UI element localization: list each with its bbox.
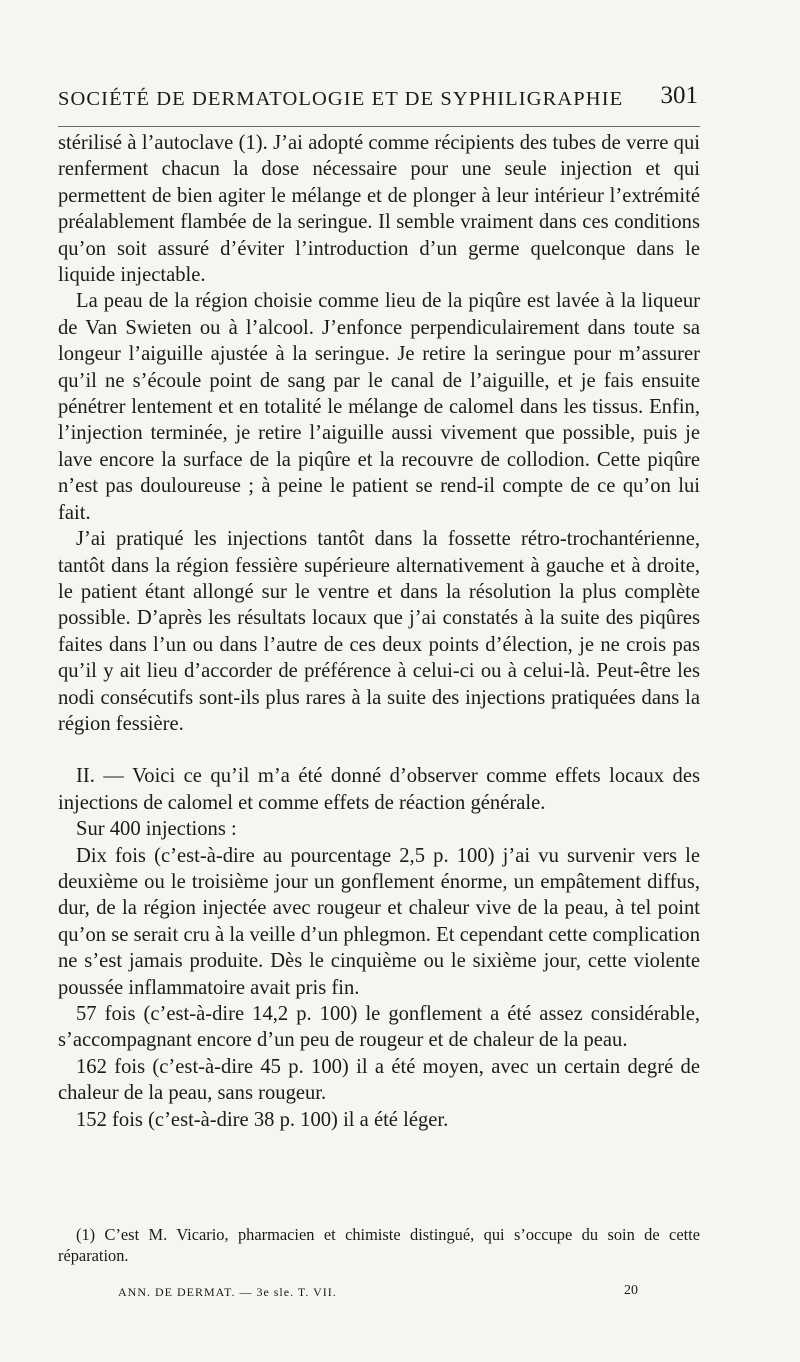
paragraph: 152 fois (c’est-à-dire 38 p. 100) il a été léger.	[76, 1108, 449, 1131]
signature-number: 20	[624, 1283, 638, 1298]
paragraph-continued: stérilisé à l’autoclave (1). J’ai adopté comme récipients des tubes de verre qui renferment chacun la dose nécessaire pour une seule injection et qui permettent de bien agiter le mélange et de plonger à leur intérieur l’extrémité préalablement flambée de la seringue. Il semble vraiment dans ces conditions qu’on soit assuré d’éviter l’introduction d’un germe quelconque dans le liquide injectable.	[58, 132, 700, 287]
paragraph: Dix fois (c’est-à-dire au pourcentage 2,5 p. 100) j’ai vu survenir vers le deuxième ou le troisième jour un gonflement énorme, un empâtement diffus, dur, de la région injectée avec rougeur et chaleur vive de la peau, à tel point qu’on se serait cru à la veille d’un phlegmon. Et cependant cette complication ne s’est jamais produite. Dès le cinquième ou le sixième jour, cette violente poussée inflammatoire avait pris fin.	[58, 844, 700, 999]
paragraph: 57 fois (c’est-à-dire 14,2 p. 100) le gonflement a été assez considérable, s’accompagnant encore d’un peu de rougeur et de chaleur de la peau.	[58, 1003, 700, 1052]
signature-mark: ANN. DE DERMAT. — 3e sle. T. VII.	[118, 1285, 337, 1299]
paragraph: 162 fois (c’est-à-dire 45 p. 100) il a été moyen, avec un certain degré de chaleur de la peau, sans rougeur.	[58, 1055, 700, 1105]
section-ii-paragraph: II. — Voici ce qu’il m’a été donné d’observer comme effets locaux des injections de calomel et comme effets de réaction générale.	[58, 765, 700, 814]
footnote	[58, 1224, 700, 1266]
body-text	[58, 130, 700, 1133]
printer-signature	[58, 1282, 700, 1304]
running-header	[0, 80, 800, 116]
paragraph: J’ai pratiqué les injections tantôt dans la fossette rétro-trochantérienne, tantôt dans la région fessière supérieure alternativement à gauche et à droite, le patient étant allongé sur le ventre et dans la résolution la plus complète possible. D’après les résultats locaux que j’ai constatés à la suite des piqûres faites dans l’un ou dans l’autre de ces deux points d’élection, je ne crois pas qu’il y ait lieu d’accorder de préférence à celui-ci ou à celui-là. Peut-être les nodi consécutifs sont-ils plus rares à la suite des injections pratiquées dans la région fessière.	[58, 528, 700, 735]
paragraph: Sur 400 injections :	[76, 818, 237, 841]
paragraph: La peau de la région choisie comme lieu de la piqûre est lavée à la liqueur de Van Swieten ou à l’alcool. J’enfonce perpendiculairement dans toute sa longeur l’aiguille ajustée à la seringue. Je retire la seringue pour m’assurer qu’il ne s’écoule point de sang par le canal de l’aiguille, et je fais ensuite pénétrer lentement et en totalité le mélange de calomel dans les tissus. Enfin, l’injection terminée, je retire l’aiguille aussi vivement que possible, puis je lave encore la surface de la piqûre et la recouvre de collodion. Cette piqûre n’est pas douloureuse ; à peine le patient se rend-il compte de ce qu’on lui fait.	[58, 290, 700, 524]
running-header-title: SOCIÉTÉ DE DERMATOLOGIE ET DE SYPHILIGRAPHIE	[58, 88, 624, 110]
page-number: 301	[660, 82, 698, 109]
footnote-text: (1) C’est M. Vicario, pharmacien et chimiste distingué, qui s’occupe du soin de cette réparation.	[58, 1225, 700, 1265]
header-rule	[58, 126, 700, 127]
